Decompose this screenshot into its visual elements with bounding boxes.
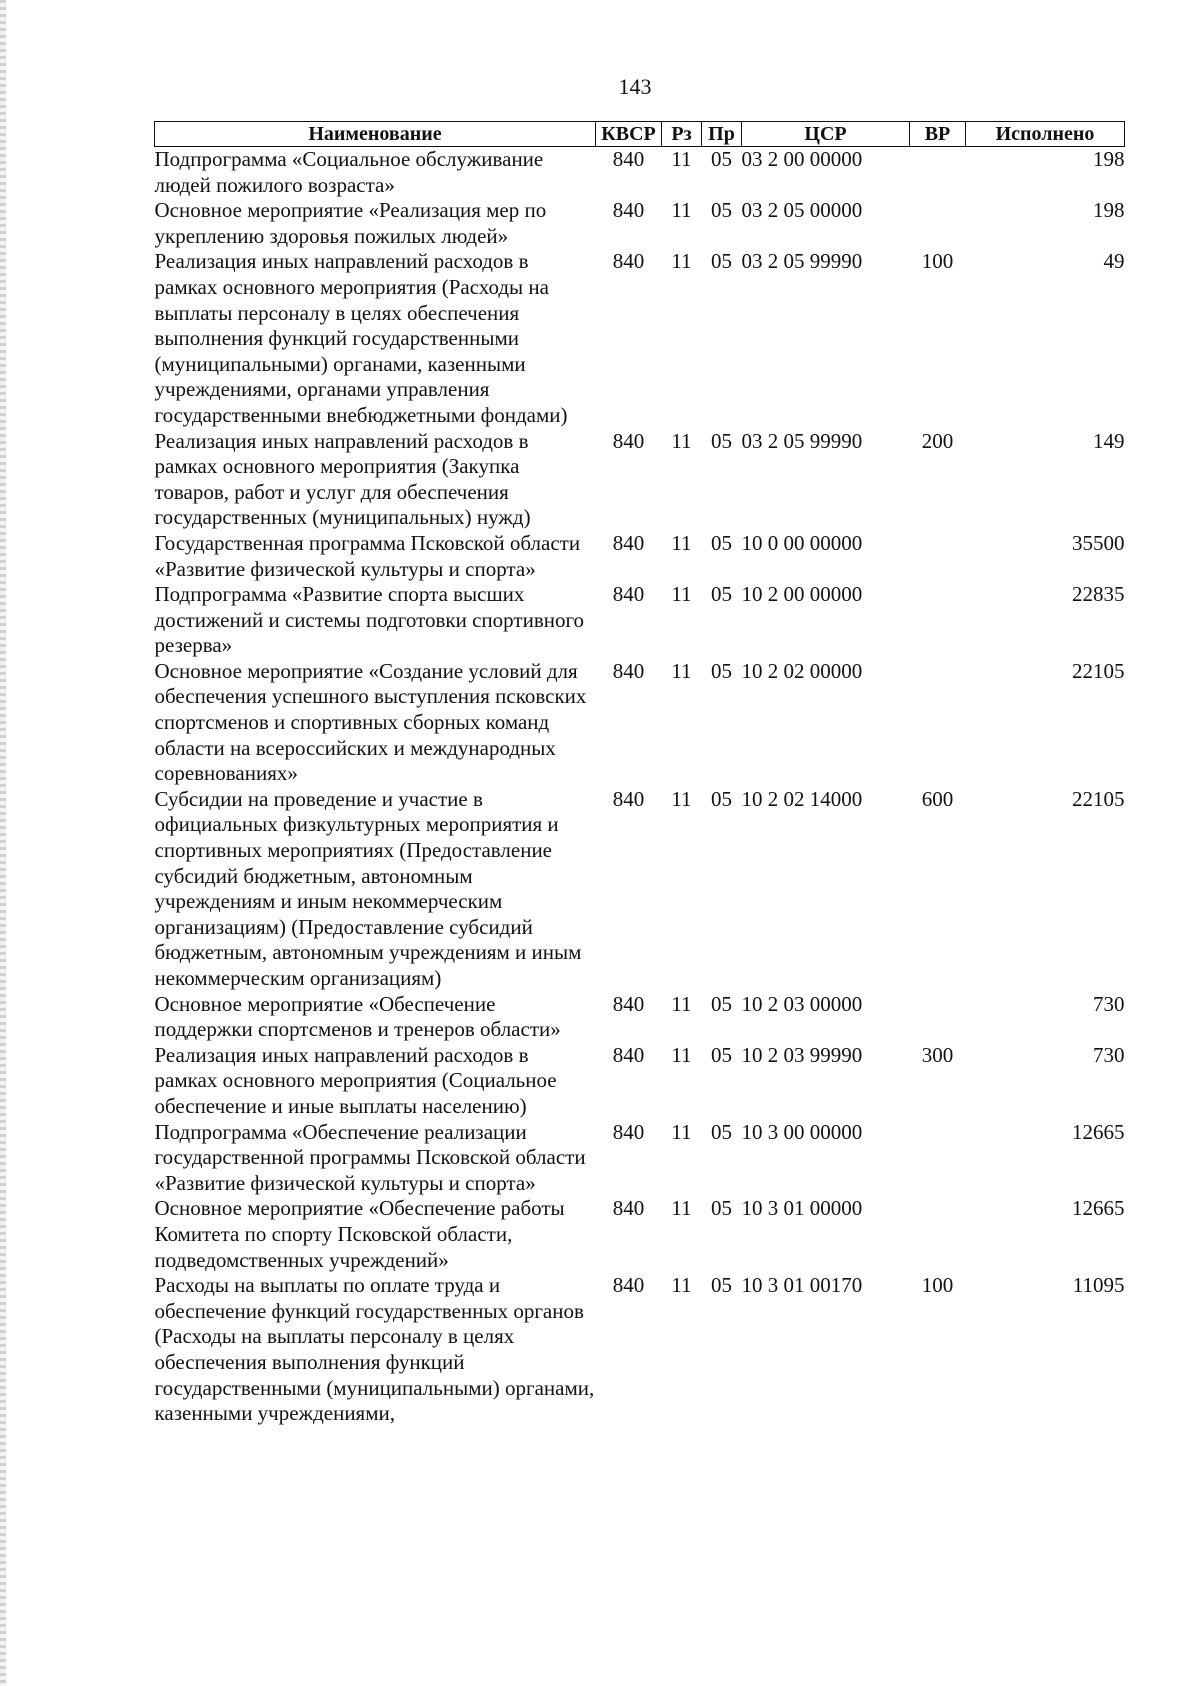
- cell-rz: 11: [671, 786, 692, 811]
- cell-csr: 03 2 00 00000: [741, 147, 863, 171]
- cell-csr: 03 2 05 00000: [741, 198, 863, 223]
- cell-pr: 05: [711, 786, 732, 811]
- cell-name: Подпрограмма «Развитие спорта высших достижений и системы подготовки спортивного резерва»: [154, 582, 585, 658]
- cell-amount: 198: [1093, 147, 1125, 171]
- cell-pr: 05: [711, 991, 732, 1016]
- cell-kvsr: 840: [612, 1119, 645, 1144]
- cell-kvsr: 840: [612, 658, 645, 683]
- cell-csr: 10 2 00 00000: [741, 582, 863, 607]
- cell-name: Реализация иных направлений расходов в рамках основного мероприятия (Социальное обеспечение и иные выплаты населению): [154, 1042, 557, 1118]
- header-vr: ВР: [910, 122, 966, 147]
- cell-name: Субсидии на проведение и участие в официальных физкультурных мероприятия и спортивных мероприятиях (Предоставление субсидий бюджетным, автономным учреждениям и иным некоммерческим организациям) (Предоставление субсидий бюджетным, автономным учреждениям и иным некоммерческим организациям): [154, 786, 582, 990]
- cell-vr: [910, 1120, 966, 1197]
- table-row: [155, 147, 1125, 199]
- cell-vr: 100: [921, 249, 954, 274]
- table-row: [155, 1043, 1125, 1120]
- page-number: 143: [618, 74, 652, 99]
- cell-kvsr: 840: [612, 1196, 645, 1221]
- table-row: [155, 787, 1125, 992]
- cell-rz: 11: [671, 249, 692, 274]
- table-row: [155, 1273, 1125, 1427]
- cell-pr: 05: [711, 147, 732, 171]
- cell-kvsr: 840: [612, 582, 645, 607]
- cell-vr: 100: [921, 1273, 954, 1298]
- header-csr: ЦСР: [742, 122, 910, 147]
- cell-rz: 11: [671, 147, 692, 171]
- cell-csr: 10 2 02 14000: [741, 786, 863, 811]
- cell-rz: 11: [671, 1273, 692, 1298]
- cell-pr: 05: [711, 1119, 732, 1144]
- cell-kvsr: 840: [612, 1042, 645, 1067]
- cell-kvsr: 840: [612, 530, 645, 555]
- table-row: [155, 992, 1125, 1043]
- cell-vr: 600: [921, 786, 954, 811]
- cell-kvsr: 840: [612, 786, 645, 811]
- cell-name: Реализация иных направлений расходов в рамках основного мероприятия (Расходы на выплаты персоналу в целях обеспечения выполнения функций государственными (муниципальными) органами, казенными учреждениями, органами управления государственными внебюджетными фондами): [154, 249, 568, 427]
- cell-amount: 11095: [1072, 1273, 1125, 1298]
- table-row: [155, 582, 1125, 659]
- cell-pr: 05: [711, 249, 732, 274]
- table-row: [155, 1120, 1125, 1197]
- table-row: [155, 1196, 1125, 1273]
- cell-amount: 12665: [1072, 1196, 1125, 1221]
- cell-kvsr: 840: [612, 198, 645, 223]
- cell-amount: 149: [1093, 428, 1125, 453]
- cell-pr: 05: [711, 658, 732, 683]
- cell-kvsr: 840: [612, 147, 645, 171]
- budget-table: [154, 121, 1125, 1427]
- cell-vr: [910, 198, 966, 249]
- cell-rz: 11: [671, 530, 692, 555]
- cell-amount: 49: [1103, 249, 1125, 274]
- cell-csr: 03 2 05 99990: [741, 249, 863, 274]
- table-header-row: [155, 122, 1125, 147]
- cell-name: Подпрограмма «Социальное обслуживание людей пожилого возраста»: [154, 147, 544, 197]
- cell-name: Основное мероприятие «Обеспечение работы Комитета по спорту Псковской области, подведомственных учреждений»: [154, 1196, 565, 1272]
- cell-pr: 05: [711, 1042, 732, 1067]
- cell-vr: 300: [921, 1042, 954, 1067]
- cell-rz: 11: [671, 1119, 692, 1144]
- cell-rz: 11: [671, 1042, 692, 1067]
- cell-amount: 22835: [1072, 582, 1125, 607]
- cell-pr: 05: [711, 198, 732, 223]
- cell-amount: 22105: [1072, 786, 1125, 811]
- cell-pr: 05: [711, 530, 732, 555]
- cell-vr: [910, 531, 966, 582]
- cell-rz: 11: [671, 658, 692, 683]
- cell-rz: 11: [671, 198, 692, 223]
- cell-amount: 22105: [1072, 658, 1125, 683]
- cell-kvsr: 840: [612, 1273, 645, 1298]
- cell-csr: 10 0 00 00000: [741, 530, 863, 555]
- cell-pr: 05: [711, 428, 732, 453]
- cell-pr: 05: [711, 582, 732, 607]
- cell-pr: 05: [711, 1196, 732, 1221]
- cell-vr: [910, 147, 966, 199]
- cell-csr: 10 3 00 00000: [741, 1119, 863, 1144]
- header-pr: Пр: [702, 122, 742, 147]
- table-row: [155, 659, 1125, 787]
- cell-amount: 12665: [1072, 1119, 1125, 1144]
- cell-csr: 10 3 01 00000: [741, 1196, 863, 1221]
- cell-rz: 11: [671, 582, 692, 607]
- cell-rz: 11: [671, 1196, 692, 1221]
- cell-vr: [910, 582, 966, 659]
- table-row: [155, 531, 1125, 582]
- cell-csr: 10 2 03 00000: [741, 991, 863, 1016]
- cell-vr: [910, 659, 966, 787]
- cell-kvsr: 840: [612, 249, 645, 274]
- header-kvsr: КВСР: [596, 122, 662, 147]
- cell-kvsr: 840: [612, 428, 645, 453]
- cell-pr: 05: [711, 1273, 732, 1298]
- table-row: [155, 198, 1125, 249]
- cell-kvsr: 840: [612, 991, 645, 1016]
- cell-name: Основное мероприятие «Создание условий для обеспечения успешного выступления псковских спортсменов и спортивных сборных команд области на всероссийских и международных соревнованиях»: [154, 658, 587, 786]
- cell-name: Подпрограмма «Обеспечение реализации государственной программы Псковской области «Развитие физической культуры и спорта»: [154, 1119, 586, 1195]
- header-name: Наименование: [155, 122, 596, 147]
- cell-name: Основное мероприятие «Реализация мер по укреплению здоровья пожилых людей»: [154, 198, 547, 248]
- cell-rz: 11: [671, 991, 692, 1016]
- cell-name: Расходы на выплаты по оплате труда и обеспечение функций государственных органов (Расходы на выплаты персоналу в целях обеспечения выполнения функций государственными (муниципальными) органами, казенными учреждениями,: [154, 1273, 595, 1426]
- cell-name: Реализация иных направлений расходов в рамках основного мероприятия (Закупка товаров, работ и услуг для обеспечения государственных (муниципальных) нужд): [154, 428, 531, 530]
- cell-csr: 10 2 02 00000: [741, 658, 863, 683]
- cell-amount: 730: [1093, 1042, 1125, 1067]
- cell-vr: [910, 1196, 966, 1273]
- cell-amount: 35500: [1072, 530, 1125, 555]
- cell-csr: 10 3 01 00170: [741, 1273, 863, 1298]
- cell-name: Государственная программа Псковской области «Развитие физической культуры и спорта»: [154, 530, 581, 581]
- header-rz: Рз: [662, 122, 702, 147]
- scan-edge: [0, 0, 6, 1686]
- cell-name: Основное мероприятие «Обеспечение поддержки спортсменов и тренеров области»: [154, 991, 561, 1042]
- header-amount: Исполнено: [966, 122, 1125, 147]
- cell-amount: 730: [1093, 991, 1125, 1016]
- table-row: [155, 249, 1125, 428]
- cell-vr: 200: [921, 428, 954, 453]
- cell-csr: 10 2 03 99990: [741, 1042, 863, 1067]
- cell-vr: [910, 992, 966, 1043]
- cell-rz: 11: [671, 428, 692, 453]
- cell-csr: 03 2 05 99990: [741, 428, 863, 453]
- table-row: [155, 429, 1125, 531]
- cell-amount: 198: [1093, 198, 1125, 223]
